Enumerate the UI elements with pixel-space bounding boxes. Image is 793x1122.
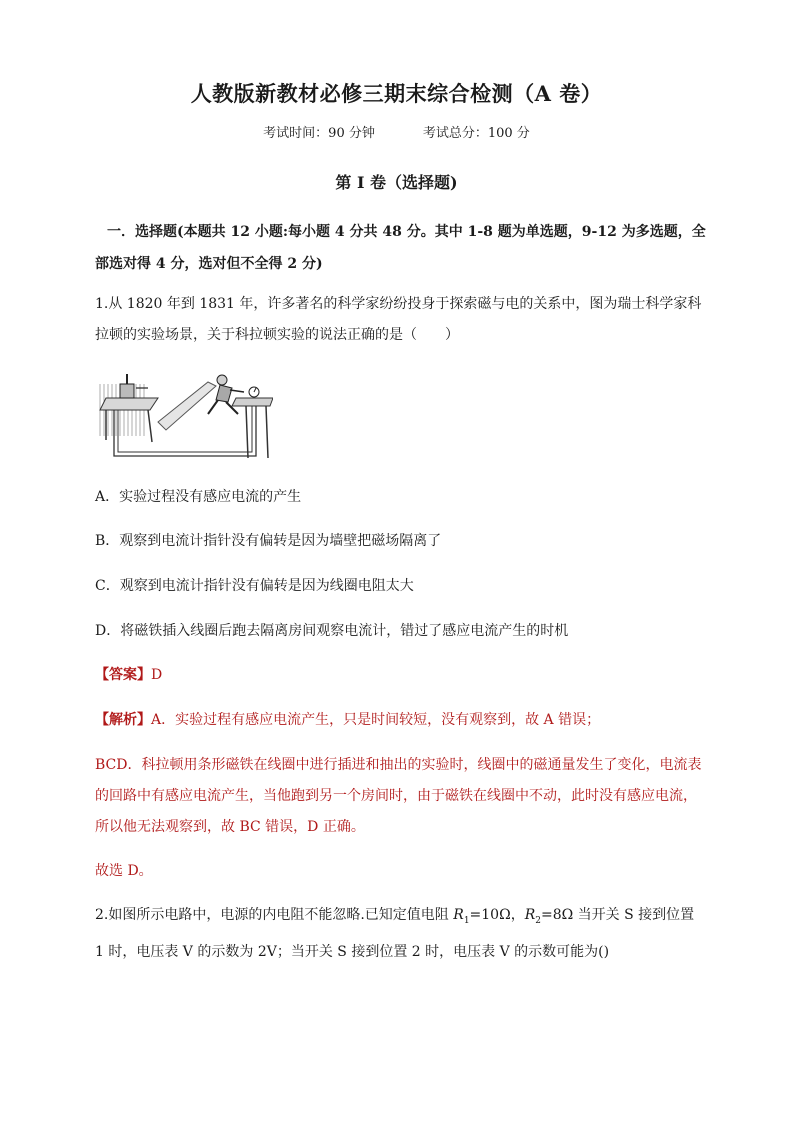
question-1-stem: 1.从 1820 年到 1831 年，许多著名的科学家纷纷投身于探索磁与电的关系中，图为瑞士科学家科拉顿的实验场景，关于科拉顿实验的说法正确的是（ ） [95, 296, 702, 343]
question-1-analysis-a [95, 705, 707, 736]
question-1-option-c: C．观察到电流计指针没有偏转是因为线圈电阻太大 [95, 578, 414, 594]
r2-subscript: 2 [535, 915, 541, 926]
question-1-analysis-bcd: BCD．科拉顿用条形磁铁在线圈中进行插进和抽出的实验时，线圈中的磁通量发生了变化，电流表的回路中有感应电流产生，当他跑到另一个房间时，由于磁铁在线圈中不动，此时没有感应电流，所以他无法观察到，故 BC 错误，D 正确。 [95, 757, 702, 835]
question-2-stem [95, 900, 707, 968]
question-1-conclusion: 故选 D。 [95, 863, 153, 879]
analysis-tag: 【解析】 [95, 712, 151, 728]
question-1-option-b: B．观察到电流计指针没有偏转是因为墙壁把磁场隔离了 [95, 533, 442, 549]
question-2-stem-part1: 2.如图所示电路中，电源的内电阻不能忽略.已知定值电阻 [95, 907, 454, 923]
answer-tag: 【答案】 [95, 667, 151, 683]
answer-value: D [151, 667, 163, 683]
r1-value: =10Ω， [469, 907, 525, 923]
question-1-option-a: A．实验过程没有感应电流的产生 [95, 489, 302, 505]
question-1-answer [95, 660, 707, 691]
r2-symbol: R [524, 907, 536, 923]
section-instructions: 一．选择题(本题共 12 小题:每小题 4 分共 48 分。其中 1-8 题为单选题，9-12 为多选题，全部选对得 4 分，选对但不全得 2 分) [95, 224, 706, 272]
r1-subscript: 1 [463, 915, 470, 926]
exam-time: 考试时间：90 分钟 [263, 126, 375, 141]
page-title: 人教版新教材必修三期末综合检测（A 卷） [190, 81, 603, 106]
exam-meta [0, 122, 793, 141]
analysis-a-text: A．实验过程有感应电流产生，只是时间较短，没有观察到，故 A 错误； [151, 712, 601, 728]
r1-symbol: R [453, 907, 464, 923]
kolladon-experiment-illustration [98, 370, 273, 462]
r2-value-and-rest: =8Ω 当开关 S 接到位置 1 时，电压表 V 的示数为 2V；当开关 S 接到位置 2 时，电压表 V 的示数可能为() [95, 907, 695, 960]
exam-score: 考试总分：100 分 [422, 126, 530, 141]
section-title: 第 I 卷（选择题) [335, 173, 458, 192]
question-1-option-d: D．将磁铁插入线圈后跑去隔离房间观察电流计，错过了感应电流产生的时机 [95, 623, 569, 639]
